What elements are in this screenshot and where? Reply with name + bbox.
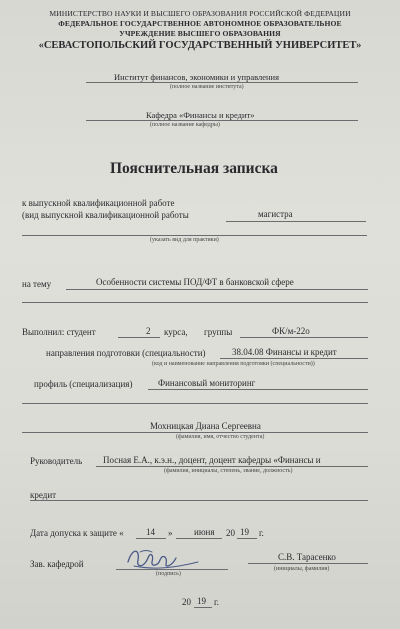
- institution-subtype-line: УЧРЕЖДЕНИЕ ВЫСШЕГО ОБРАЗОВАНИЯ: [119, 29, 281, 38]
- work-underline-2: [22, 235, 367, 236]
- student-course: 2: [146, 326, 151, 336]
- topic-value: Особенности системы ПОД/ФТ в банковской сфере: [96, 277, 294, 287]
- supervisor-continuation: кредит: [30, 490, 57, 500]
- admission-day-underline: [136, 538, 166, 539]
- institute-value: Институт финансов, экономики и управления: [114, 72, 280, 82]
- topic-underline-2: [22, 302, 368, 303]
- direction-label: направления подготовки (специальности): [46, 348, 206, 358]
- work-underline: [226, 221, 366, 222]
- admission-day: 14: [146, 527, 155, 537]
- direction-underline: [220, 358, 368, 359]
- supervisor-underline-2: [30, 500, 368, 501]
- admission-label: Дата допуска к защите «: [30, 528, 124, 538]
- admission-month-underline: [176, 538, 222, 539]
- work-line1: к выпускной квалификационной работе: [22, 198, 175, 208]
- direction-hint: (код и наименование направления подготовки (специальности)): [152, 361, 315, 367]
- head-signature-hint: (подпись): [156, 571, 181, 577]
- group-underline: [240, 337, 368, 338]
- admission-year-prefix: 20: [226, 528, 235, 538]
- profile-label: профиль (специализация): [34, 379, 133, 389]
- admission-sep: »: [168, 528, 173, 538]
- topic-label: на тему: [22, 279, 52, 289]
- work-label: (вид выпускной квалификационной работы: [22, 210, 189, 220]
- course-underline: [118, 337, 160, 338]
- institute-hint: (полное название института): [170, 84, 244, 90]
- student-name-hint: (фамилия, имя, отчество студента): [176, 434, 265, 440]
- ministry-line: МИНИСТЕРСТВО НАУКИ И ВЫСШЕГО ОБРАЗОВАНИЯ РОССИЙСКОЙ ФЕДЕРАЦИИ: [49, 9, 351, 18]
- student-name-underline: [22, 432, 368, 433]
- institute-underline: [86, 82, 358, 83]
- direction-value: 38.04.08 Финансы и кредит: [232, 347, 337, 357]
- supervisor-underline: [96, 466, 368, 467]
- head-name: С.В. Тарасенко: [278, 552, 336, 562]
- student-group: ФК/м-22о: [272, 326, 310, 336]
- admission-year-underline: [237, 538, 257, 539]
- footer-year-prefix: 20: [182, 597, 191, 607]
- institution-type-line: ФЕДЕРАЛЬНОЕ ГОСУДАРСТВЕННОЕ АВТОНОМНОЕ ОБРАЗОВАТЕЛЬНОЕ: [58, 19, 342, 28]
- head-signature-underline: [116, 569, 228, 570]
- admission-year: 19: [240, 527, 249, 537]
- head-name-underline: [248, 563, 368, 564]
- head-name-hint: (инициалы, фамилия): [274, 566, 330, 572]
- admission-suffix: г.: [259, 528, 264, 538]
- admission-month: июня: [194, 527, 215, 537]
- department-value: Кафедра «Финансы и кредит»: [146, 110, 255, 120]
- head-label: Зав. кафедрой: [30, 559, 84, 569]
- topic-underline: [66, 289, 368, 290]
- department-hint: (полное название кафедры): [150, 122, 220, 128]
- student-name: Мохницкая Диана Сергеевна: [150, 421, 261, 431]
- course-label: курса,: [164, 327, 188, 337]
- footer-year-underline: [194, 607, 212, 608]
- student-label: Выполнил: студент: [22, 327, 96, 337]
- department-underline: [86, 120, 358, 121]
- footer-suffix: г.: [214, 597, 219, 607]
- supervisor-value: Посная Е.А., к.э.н., доцент, доцент кафедры «Финансы и: [103, 455, 321, 465]
- group-label: группы: [204, 327, 233, 337]
- profile-value: Финансовый мониторинг: [158, 378, 256, 388]
- profile-underline-2: [22, 403, 368, 404]
- supervisor-label: Руководитель: [30, 456, 83, 466]
- university-name: «СЕВАСТОПОЛЬСКИЙ ГОСУДАРСТВЕННЫЙ УНИВЕРСИТЕТ»: [38, 40, 362, 51]
- document-title: Пояснительная записка: [110, 160, 278, 177]
- profile-underline: [148, 389, 368, 390]
- work-hint: (указать вид для практики): [150, 237, 219, 243]
- work-value: магистра: [258, 209, 293, 219]
- footer-year: 19: [197, 596, 206, 606]
- supervisor-hint: (фамилия, инициалы, степень, звание, должность): [164, 468, 293, 474]
